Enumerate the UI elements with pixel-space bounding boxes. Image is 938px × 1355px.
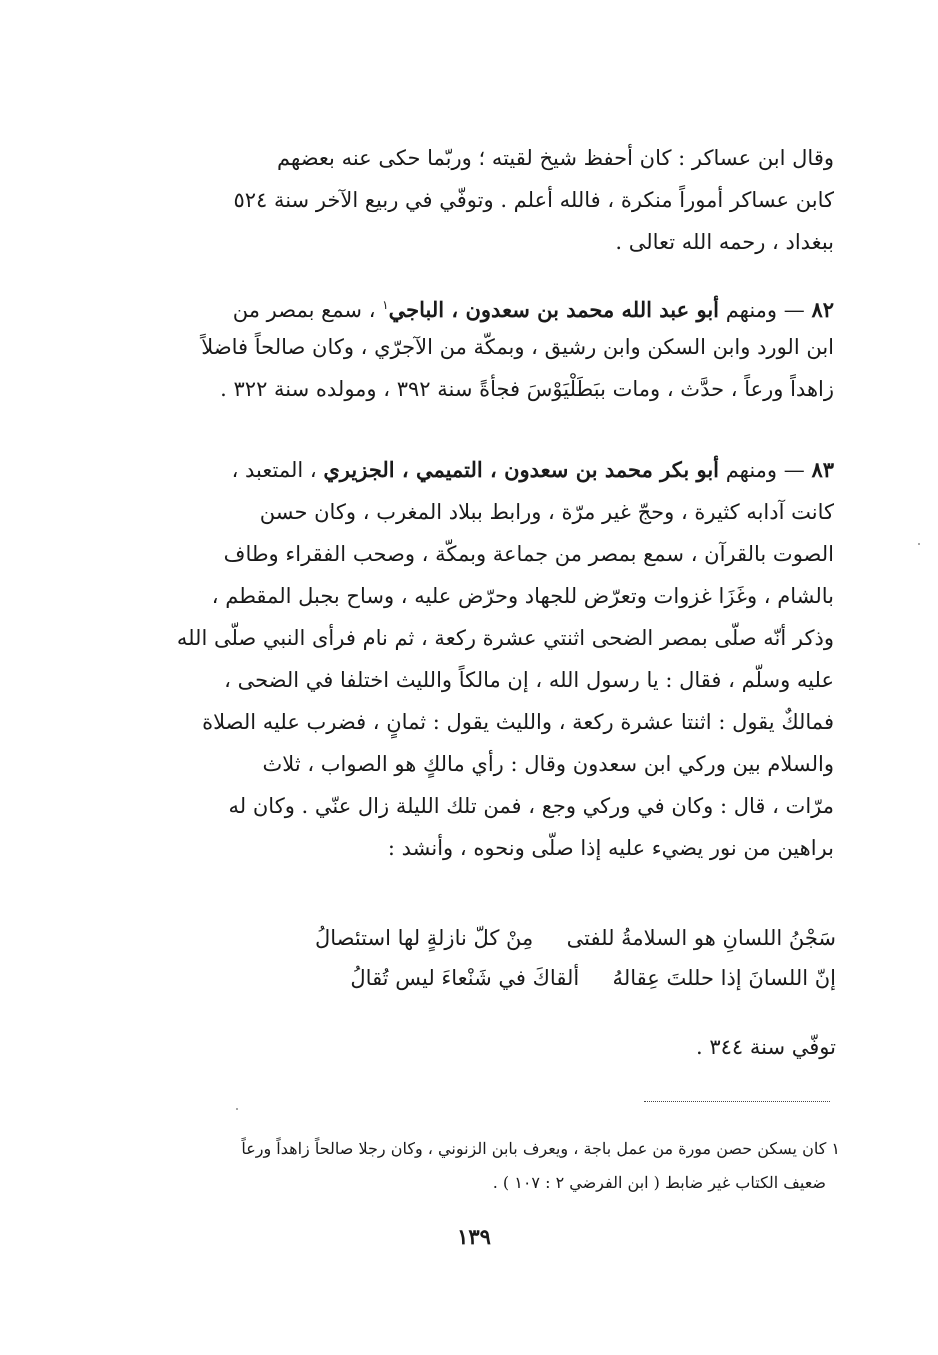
text-line: وذكر أنّه صلّى بمصر الضحى اثنتي عشرة ركعة ، ثم نام فرأى النبي صلّى الله xyxy=(176,626,834,650)
entry-name: أبو عبد الله محمد بن سعدون ، الباجي xyxy=(388,297,720,322)
verse-line: إنّ اللسانَ إذا حللتَ عِقالهُ ألقاكَ في شَنْعاءَ ليس تُقالُ xyxy=(350,966,836,990)
entry-lead: — ومنهم xyxy=(719,298,812,322)
text-line: وقال ابن عساكر : كان أحفظ شيخ لقيته ؛ وربّما حكى عنه بعضهم xyxy=(277,146,834,170)
entry-heading-line xyxy=(138,449,834,491)
entry-number: ٨٢ xyxy=(811,297,834,322)
text-line: براهين من نور يضيء عليه إذا صلّى ونحوه ، وأنشد : xyxy=(387,836,834,860)
text-line: ابن الورد وابن السكن وابن رشيق ، وبمكّة من الآجرّي ، وكان صالحاً فاضلاً xyxy=(201,335,834,359)
verse-line: سَجْنُ اللسانِ هو السلامةُ للفتى مِنْ كلّ نازلةٍ لها استئصالُ xyxy=(314,926,836,950)
text-line: توفّي سنة ٣٤٤ . xyxy=(696,1035,836,1059)
intro-paragraph xyxy=(138,137,834,263)
scan-speck xyxy=(236,1108,238,1110)
footnote-line: ضعيف الكتاب غير ضابط ( ابن الفرضي ٢ : ١٠٧ ) . xyxy=(492,1173,826,1192)
footnote-ref: ١ xyxy=(382,298,389,312)
entry-tail: ، المتعبد ، xyxy=(231,458,324,482)
text-line: ببغداد ، رحمه الله تعالى . xyxy=(615,230,834,254)
text-line: فمالكٌ يقول : اثنتا عشرة ركعة ، والليث يقول : ثمانٍ ، فضرب عليه الصلاة xyxy=(202,710,834,734)
text-line: زاهداً ورعاً ، حدَّث ، ومات ببَطَلْيَوْسَ فجأةً سنة ٣٩٢ ، ومولده سنة ٣٢٢ . xyxy=(220,377,834,401)
death-note xyxy=(600,1026,836,1068)
text-line: مرّات ، قال : وكان في وركي وجع ، فمن تلك الليلة زال عنّي . وكان له xyxy=(228,794,834,818)
footnote-text: كان يسكن حصن مورة من عمل باجة ، ويعرف بابن الزنوني ، وكان رجلا صالحاً زاهداً ورعاً xyxy=(241,1139,827,1158)
entry-heading-line xyxy=(138,284,834,326)
entry-82 xyxy=(138,284,834,410)
text-line: الصوت بالقرآن ، سمع بمصر من جماعة وبمكّة ، وصحب الفقراء وطاف xyxy=(223,542,834,566)
poem-verses xyxy=(160,918,836,998)
text-line: بالشام ، وغَزَا غزوات وتعرّض للجهاد وحرّض عليه ، وساح بجبل المقطم ، xyxy=(211,584,834,608)
entry-tail: ، سمع بمصر من xyxy=(232,298,383,322)
text-line: كابن عساكر أموراً منكرة ، فالله أعلم . وتوفّي في ربيع الآخر سنة ٥٢٤ xyxy=(233,188,834,212)
entry-number: ٨٣ xyxy=(811,457,834,482)
text-line: عليه وسلّم ، فقال : يا رسول الله ، إن مالكاً والليث اختلفا في الضحى ، xyxy=(224,668,834,692)
entry-lead: — ومنهم xyxy=(719,458,812,482)
footnote xyxy=(180,1132,840,1200)
text-line: والسلام بين وركي ابن سعدون وقال : رأي مالكٍ هو الصواب ، ثلاث xyxy=(262,752,834,776)
footnote-number: ١ xyxy=(831,1139,840,1158)
entry-83 xyxy=(138,449,834,869)
entry-name: أبو بكر محمد بن سعدون ، التميمي ، الجزيري xyxy=(323,457,720,482)
page-number: ١٣٩ xyxy=(457,1224,491,1249)
footnote-line xyxy=(180,1132,840,1166)
scan-speck xyxy=(918,543,920,545)
text-line: كانت آدابه كثيرة ، وحجّ غير مرّة ، ورابط ببلاد المغرب ، وكان حسن xyxy=(259,500,834,524)
footnote-divider xyxy=(644,1101,830,1102)
